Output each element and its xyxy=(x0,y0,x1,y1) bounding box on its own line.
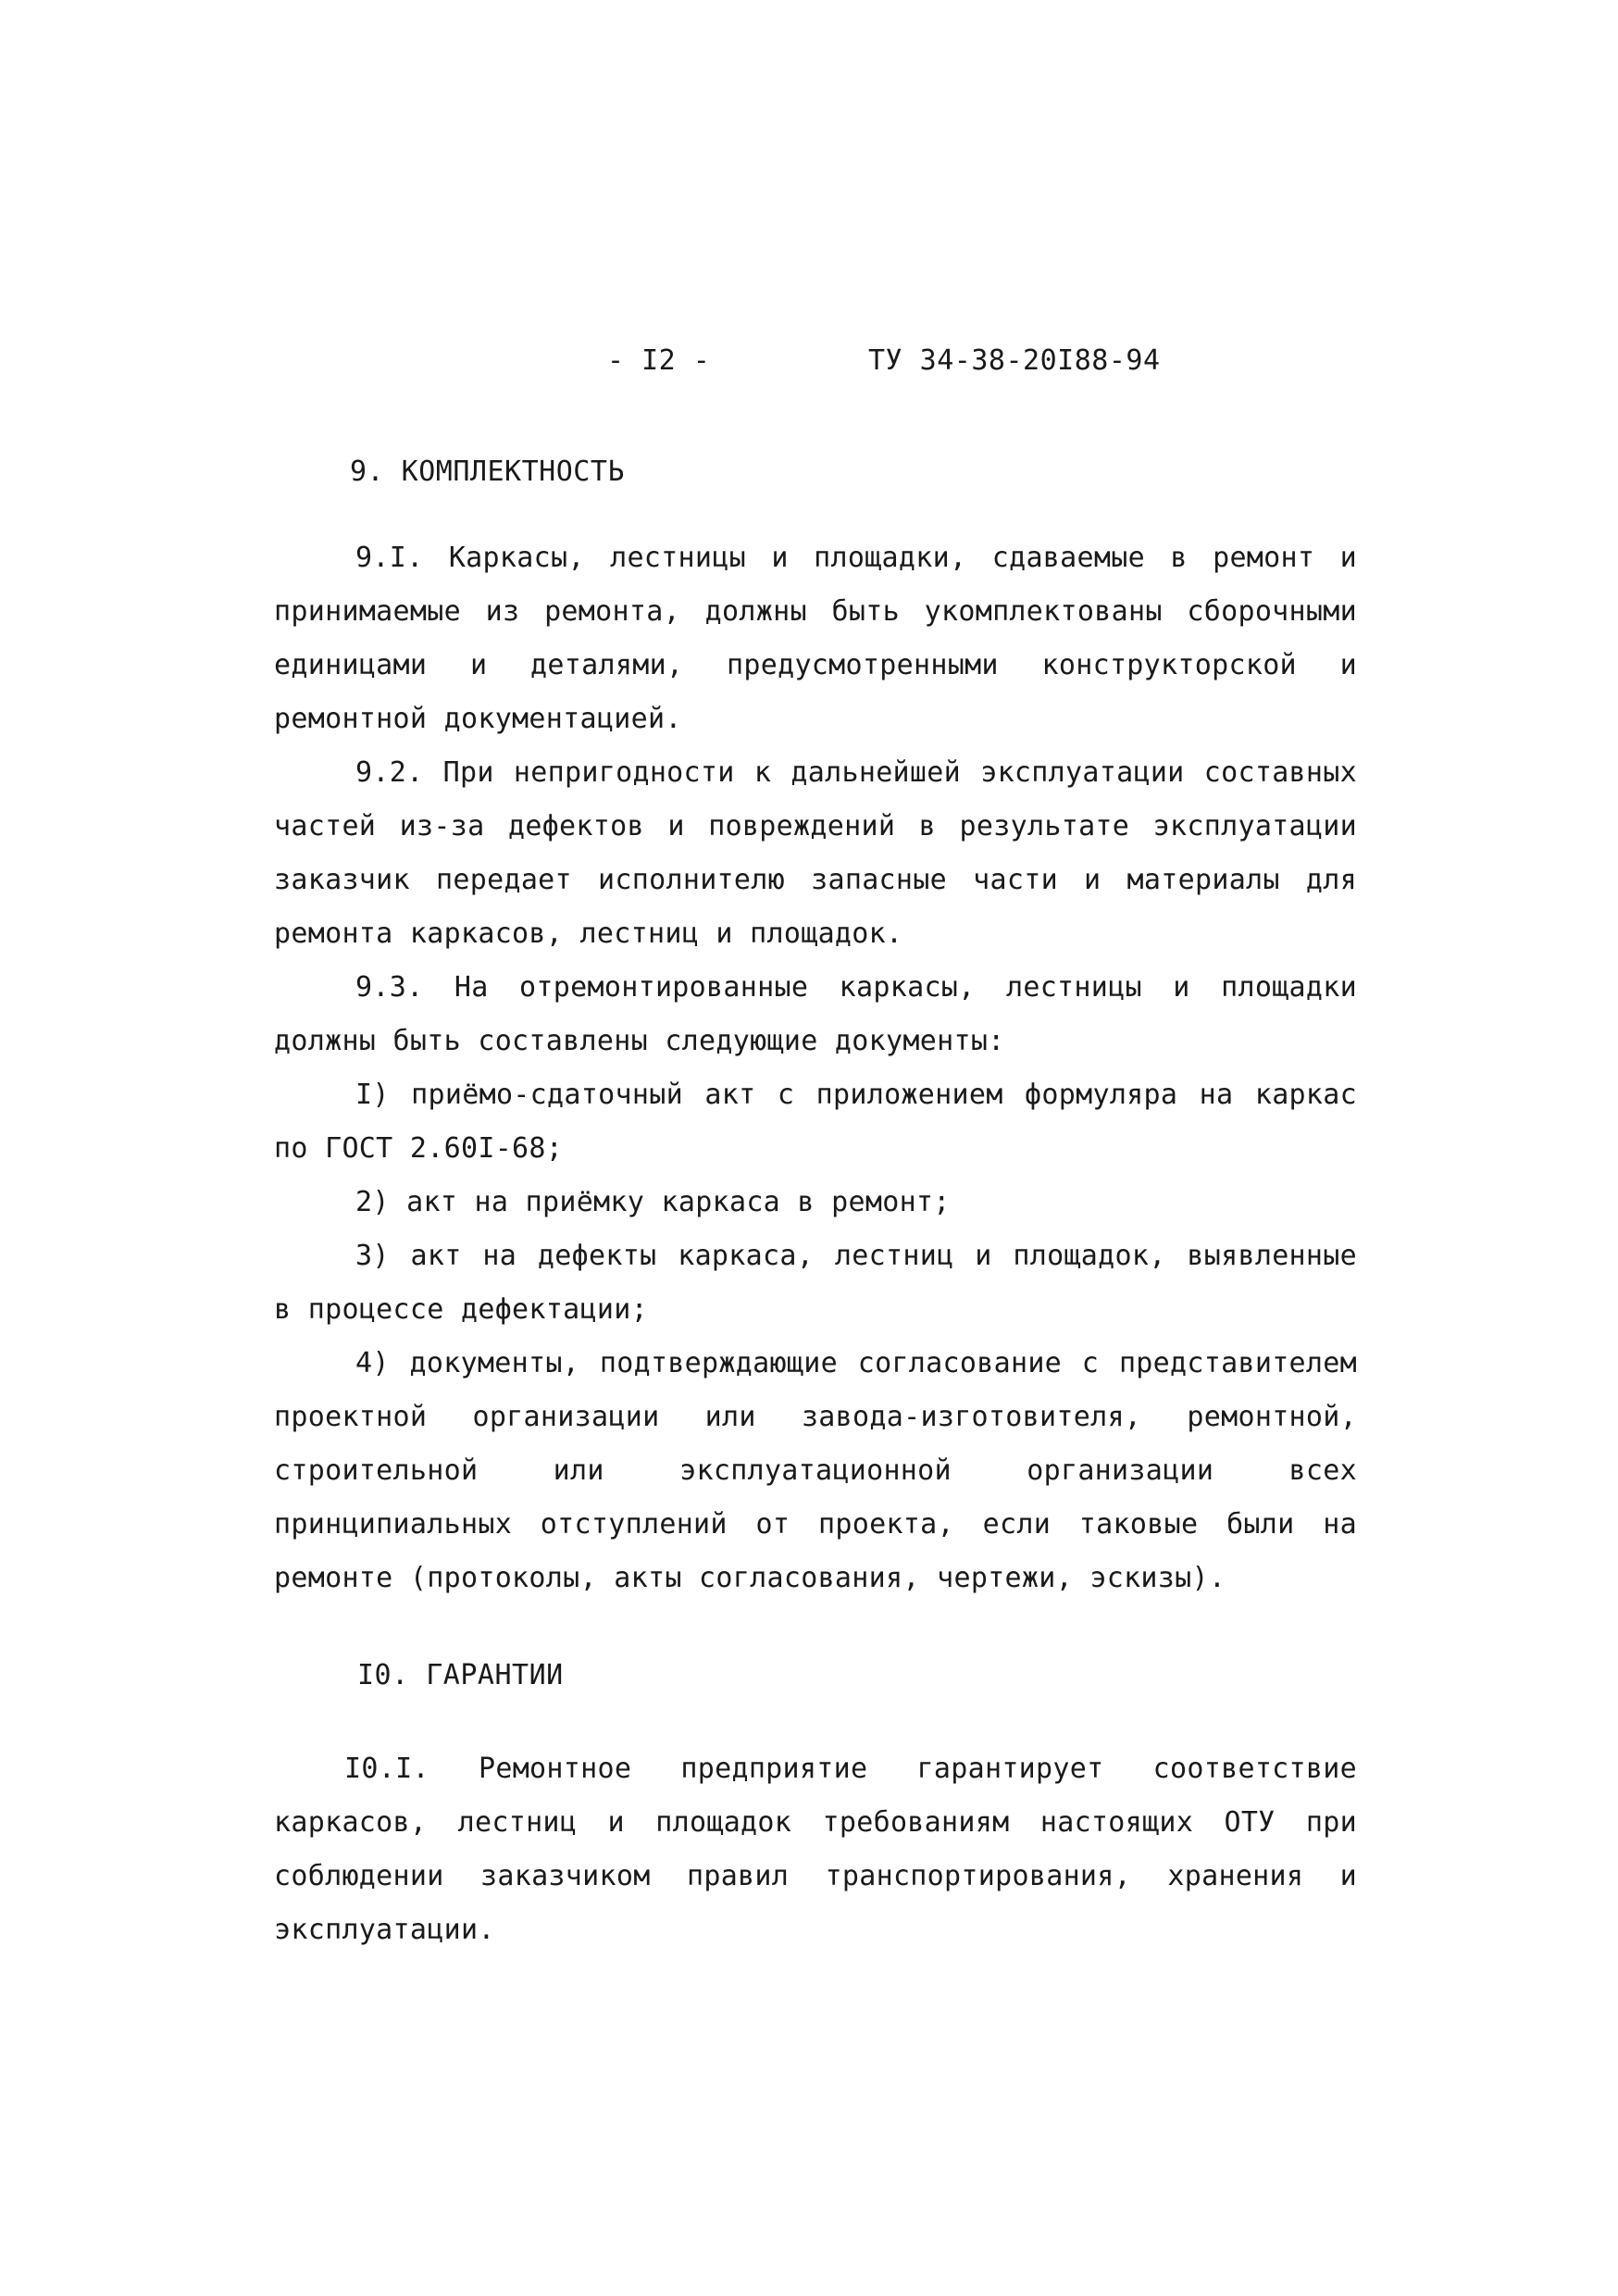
document-code: ТУ 34-38-20I88-94 xyxy=(868,344,1161,377)
paragraph-9-3: 9.3. На отремонтированные каркасы, лестницы и площадки должны быть составлены следующие документы: xyxy=(274,971,1357,1057)
section-10-title: I0. ГАРАНТИИ xyxy=(357,1659,564,1691)
paragraph-9-2: 9.2. При непригодности к дальнейшей эксплуатации составных частей из-за дефектов и повреждений в результате эксплуатации заказчик передает исполнителю запасные части и материалы для ремонта каркасов, лестниц и площадок. xyxy=(274,756,1357,950)
list-item-4: 4) документы, подтверждающие согласование с представителем проектной организации или завода-изготовителя, ремонтной, строительной или эксплуатационной организации всех принципиальных отступлений от проекта, если таковые были на ремонте (протоколы, акты согласования, чертежи, эскизы). xyxy=(274,1347,1357,1594)
list-item-2: 2) акт на приёмку каркаса в ремонт; xyxy=(355,1186,951,1218)
section-9-body xyxy=(274,531,1357,1605)
section-10-body xyxy=(274,1742,1357,1957)
page-number: - I2 - xyxy=(607,344,711,377)
paragraph-10-1: I0.I. Ремонтное предприятие гарантирует соответствие каркасов, лестниц и площадок требованиям настоящих ОТУ при соблюдении заказчиком правил транспортирования, хранения и эксплуатации. xyxy=(274,1753,1357,1946)
list-item-1: I) приёмо-сдаточный акт с приложением формуляра на каркас по ГОСТ 2.60I-68; xyxy=(274,1079,1357,1165)
list-item-3: 3) акт на дефекты каркаса, лестниц и площадок, выявленные в процессе дефектации; xyxy=(274,1240,1357,1326)
paragraph-9-1: 9.I. Каркасы, лестницы и площадки, сдаваемые в ремонт и принимаемые из ремонта, должны быть укомплектованы сборочными единицами и деталями, предусмотренными конструкторской и ремонтной документацией. xyxy=(274,542,1357,735)
section-9-title: 9. КОМПЛЕКТНОСТЬ xyxy=(350,455,625,488)
page-header xyxy=(0,344,1618,391)
